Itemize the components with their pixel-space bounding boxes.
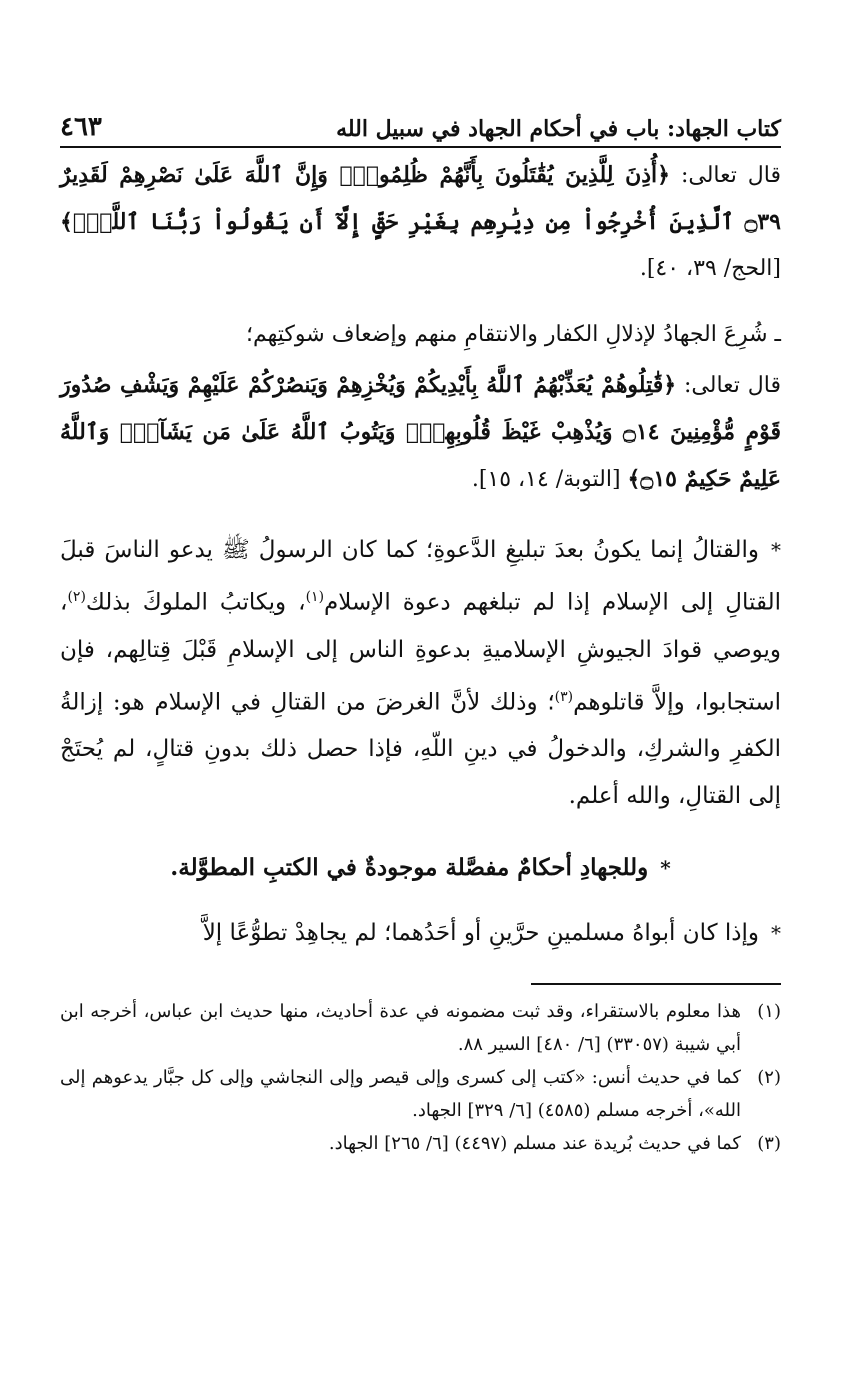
asterisk-marker: * (771, 921, 781, 946)
footnote-separator-wrap (60, 983, 781, 985)
footnote-marker[interactable]: (١) (305, 589, 325, 605)
jihad-purpose-line: ـ شُرِعَ الجهادُ لإذلالِ الكفار والانتقامِ منهم وإضعاف شوكتِهم؛ (246, 322, 781, 347)
paragraph-dawah (60, 527, 781, 820)
asterisk-marker: * (771, 538, 781, 562)
footnote (60, 1061, 781, 1127)
footnote-number: (١) (757, 1001, 781, 1023)
quote-intro: قال تعالى: (684, 373, 781, 398)
footnotes (60, 995, 781, 1160)
verse-reference: [التوبة/ ١٤، ١٥]. (471, 467, 621, 492)
paragraph-text: وللجهادِ أحكامٌ مفصَّلة موجودةٌ في الكتبِ المطوَّلة. (170, 854, 649, 882)
footnote-marker[interactable]: (٣) (554, 688, 574, 705)
quran-verse-tawba: ﴿قَٰتِلُوهُمْ يُعَذِّبْهُمُ ٱللَّهُ بِأَيْدِيكُمْ وَيُخْزِهِمْ وَيَنصُرْكُمْ عَلَيْهِمْ وَيَشْفِ صُدُورَ قَوْمٍ مُّؤْمِنِينَ ۝١٤ وَيُذْهِبْ غَيْظَ قُلُوبِهِمْۗ وَيَتُوبُ ٱللَّهُ عَلَىٰ مَن يَشَآءُۗ وَٱللَّهُ عَلِيمٌ حَكِيمٌ ۝١٥﴾ (60, 372, 781, 492)
footnote-text: كما في حديث بُريدة عند مسلم (٤٤٩٧) [٦/ ٢٦٥] الجهاد. (328, 1133, 741, 1155)
footnote-text: هذا معلوم بالاستقراء، وقد ثبت مضمونه في عدة أحاديث، منها حديث ابن عباس، أخرجه ابن أبي شيبة (٣٣٠٥٧) [٦/ ٤٨٠] السير ٨٨. (60, 1001, 741, 1056)
quote-intro: قال تعالى: (680, 163, 781, 188)
paragraph-rulings (60, 844, 781, 892)
footnote (60, 1127, 781, 1160)
paragraph-text: ، ويوصي قوادَ الجيوشِ الإسلاميةِ بدعوةِ الناس إلى الإسلامِ قَبْلَ قِتالِهم، فإن استجابوا، وإلاَّ قاتلوهم (60, 589, 781, 716)
paragraph-text: والقتالُ إنما يكونُ بعدَ تبليغِ الدَّعوةِ؛ كما كان الرسولُ ﷺ يدعو الناسَ قبلَ القتالِ إلى الإسلام إذا لم تبلغهم دعوة الإسلام (60, 537, 781, 616)
verse-reference: [الحج/ ٣٩، ٤٠]. (639, 256, 781, 281)
asterisk-marker: * (660, 856, 671, 881)
page-header (60, 112, 781, 148)
footnote-number: (٣) (757, 1133, 781, 1155)
quran-quote-tawba (60, 362, 781, 503)
footnote-separator (531, 983, 781, 985)
paragraph-text: وإذا كان أبواهُ مسلمينِ حرَّينِ أو أحَدُهما؛ لم يجاهِدْ تطوُّعًا إلاَّ (202, 920, 759, 947)
running-head: كتاب الجهاد: باب في أحكام الجهاد في سبيل الله (336, 116, 781, 142)
footnote-marker[interactable]: (٢) (67, 589, 86, 605)
footnote (60, 995, 781, 1061)
quran-verse-hajj: ﴿أُذِنَ لِلَّذِينَ يُقَٰتَلُونَ بِأَنَّهُمْ ظُلِمُواْۚ وَإِنَّ ٱللَّهَ عَلَىٰ نَصْرِهِمْ لَقَدِيرٌ ۝٣٩ ٱلَّذِينَ أُخْرِجُواْ مِن دِيَٰرِهِم بِغَيْرِ حَقٍّ إِلَّآ أَن يَقُولُواْ رَبُّنَا ٱللَّهُۗ﴾ (60, 162, 781, 235)
paragraph-text: ، ويكاتبُ الملوكَ بذلك (85, 589, 306, 616)
footnote-number: (٢) (757, 1067, 781, 1089)
paragraph-text: ؛ وذلك لأنَّ الغرضَ من القتالِ في الإسلام هو: إزالةُ الكفرِ والشركِ، والدخولُ في دينِ اللّهِ، فإذا حصل ذلك بدونِ قتالٍ، لم يُحتَجْ إلى القتالِ، والله أعلم. (60, 689, 781, 810)
quran-quote-hajj (60, 152, 781, 292)
jihad-purpose-block (60, 312, 781, 503)
footnote-text: كما في حديث أنس: «كتب إلى كسرى وإلى قيصر وإلى النجاشي وإلى كل جبَّار يدعوهم إلى الله»، أخرجه مسلم (٤٥٨٥) [٦/ ٣٢٩] الجهاد. (60, 1067, 741, 1122)
page-number: ٤٦٣ (60, 112, 102, 142)
paragraph-parents (60, 910, 781, 957)
